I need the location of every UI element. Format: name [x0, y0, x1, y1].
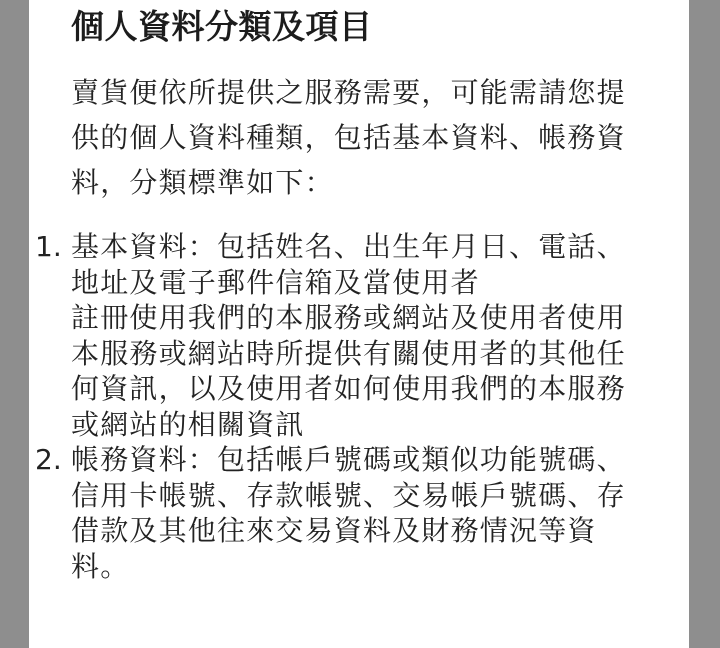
- list-item: [29, 229, 646, 442]
- section-heading: 個人資料分類及項目: [71, 7, 373, 46]
- list-item-number: 1.: [35, 230, 62, 263]
- list-item-number: 2.: [35, 443, 62, 476]
- list-item-text: 帳務資料：包括帳戶號碼或類似功能號碼、信用卡帳號、存款帳號、交易帳戶號碼、存借款及其他往來交易資料及財務情況等資料。: [71, 443, 626, 583]
- list-item: [29, 442, 646, 584]
- list-item-text: 基本資料：包括姓名、出生年月日、電話、地址及電子郵件信箱及當使用者: [71, 230, 626, 299]
- data-category-list: [29, 229, 669, 584]
- intro-paragraph: 賣貨便依所提供之服務需要，可能需請您提供的個人資料種類，包括基本資料、帳務資料，分類標準如下：: [71, 76, 626, 199]
- list-item-text-continued: 註冊使用我們的本服務或網站及使用者使用本服務或網站時所提供有關使用者的其他任何資訊，以及使用者如何使用我們的本服務或網站的相關資訊: [71, 301, 626, 441]
- document-page: [29, 0, 689, 648]
